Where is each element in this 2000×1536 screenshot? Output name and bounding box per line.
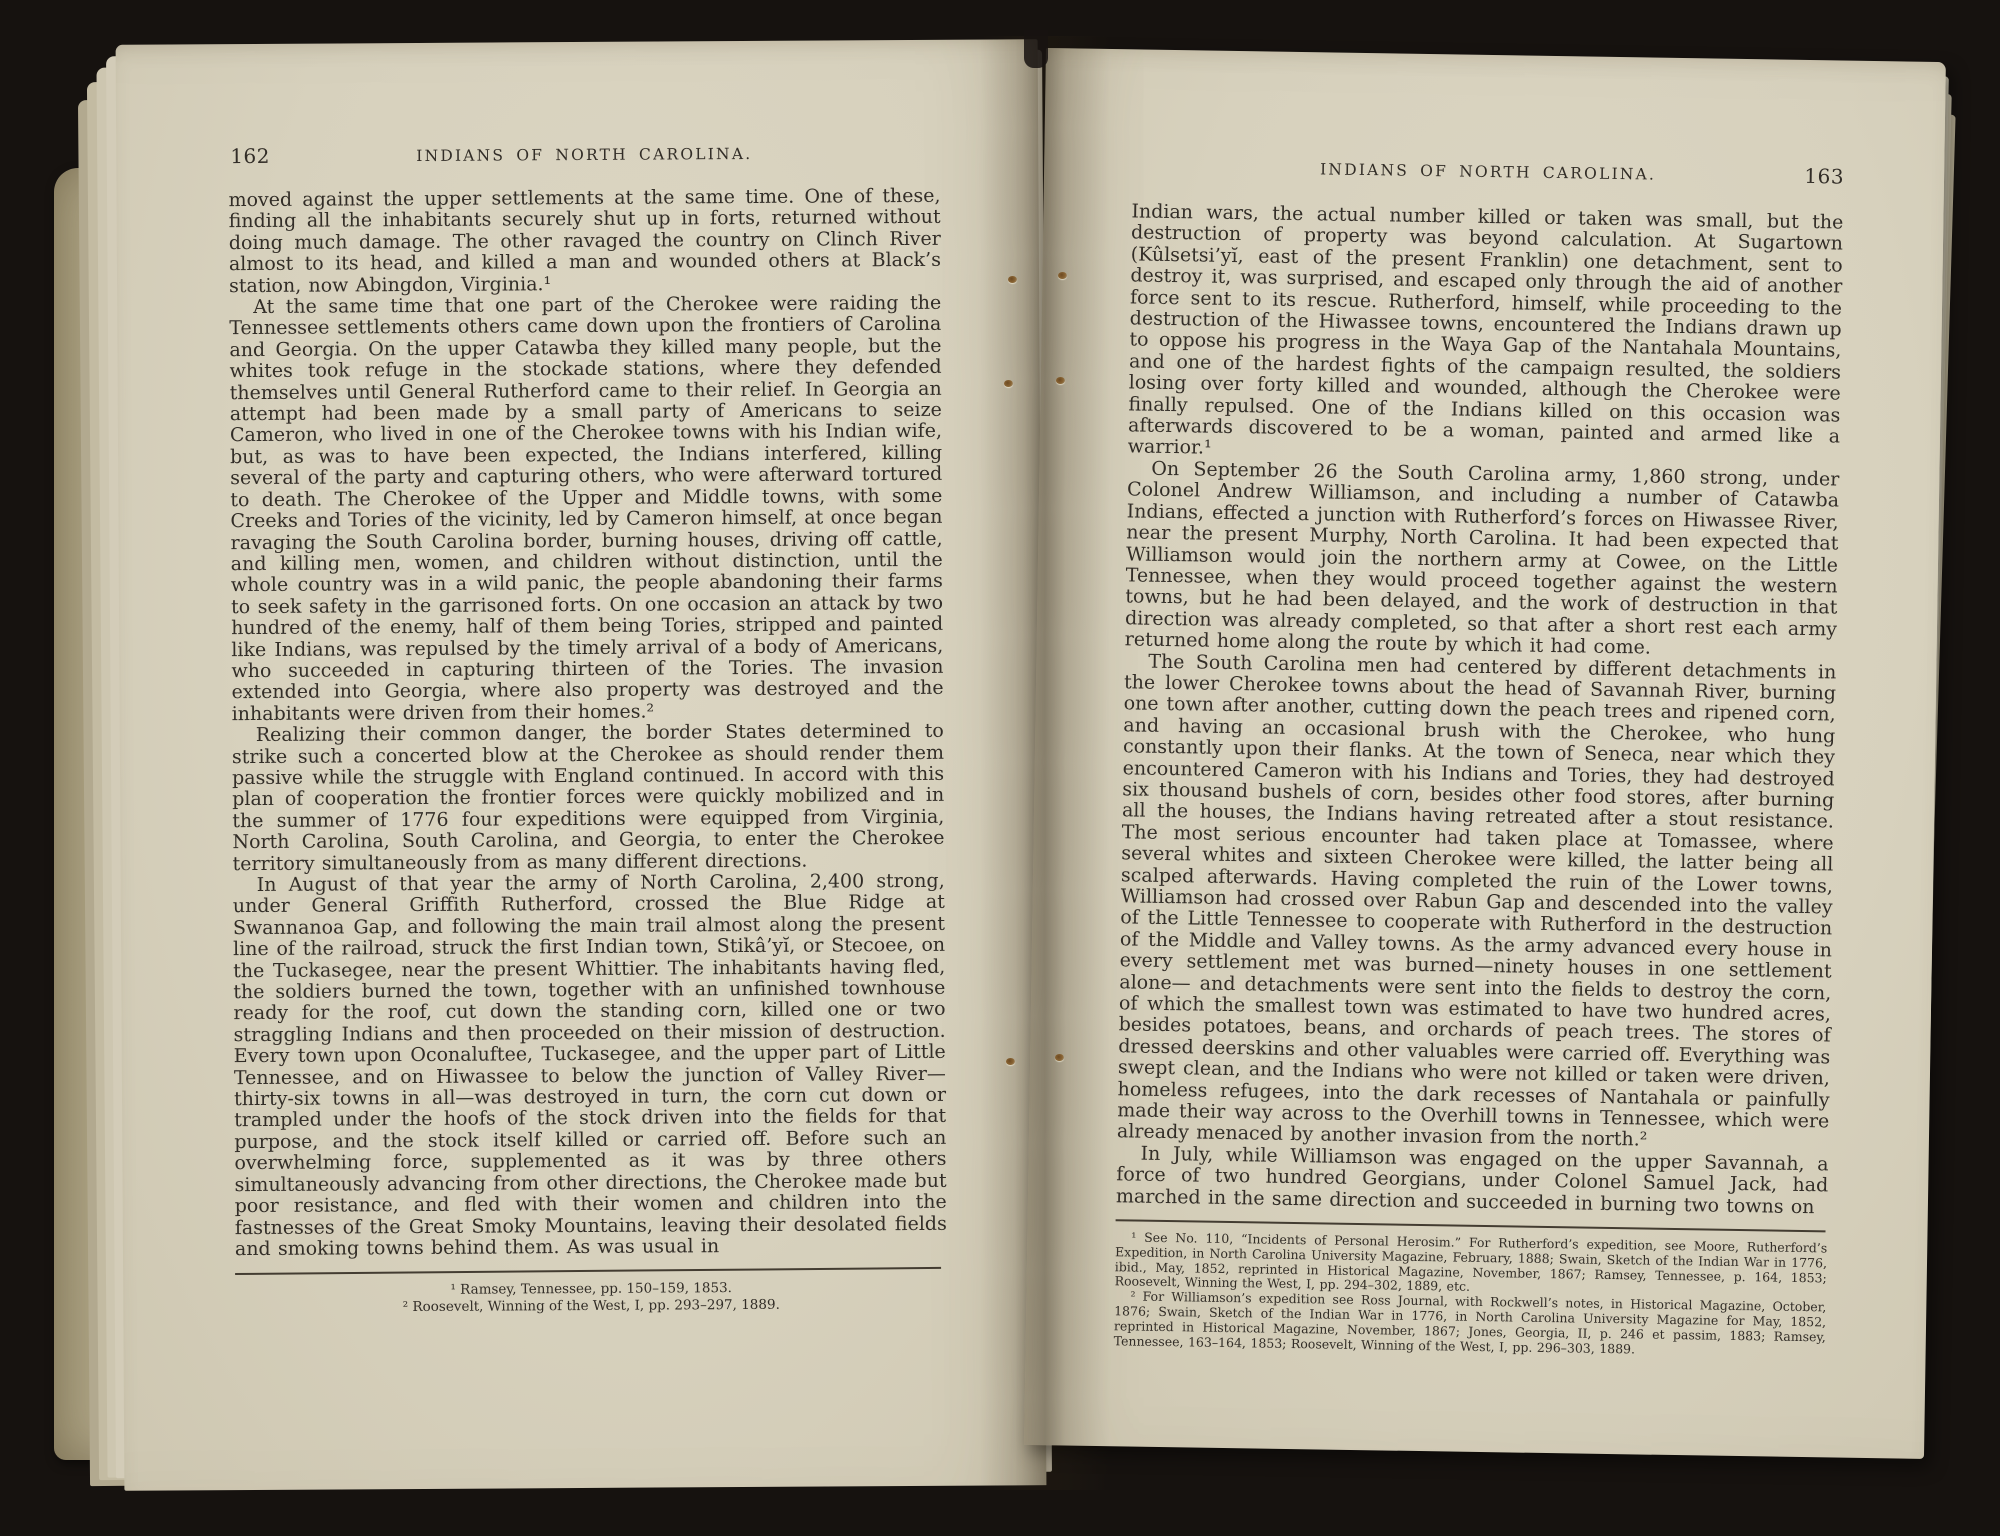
paragraph: At the same time that one part of the Cherokee were raiding the Tennessee settlements others came down upon the frontiers of Carolina and Georgia. On the upper Catawba they killed many people, but the whites took refuge in the stockade stations, where they defended themselves until General Rutherford came to their relief. In Georgia an attempt had been made by a small party of Americans to seize Cameron, who lived in one of the Cherokee towns with his Indian wife, but, as was to have been expected, the Indians interfered, killing several of the party and capturing others, who were afterward tortured to death. The Cherokee of the Upper and Middle towns, with some Creeks and Tories of the vicinity, led by Cameron himself, at once began ravaging the South Carolina border, burning houses, driving off cattle, and killing men, women, and children without distinction, until the whole country was in a wild panic, the people abandoning their farms to seek safety in the garrisoned forts. On one occasion an attack by two hundred of the enemy, half of them being Tories, stripped and painted like Indians, was repulsed by the timely arrival of a body of Americans, who succeeded in capturing thirteen of the Tories. The invasion extended into Georgia, where also property was destroyed and the inhabitants were driven from their homes.² [229, 291, 944, 725]
right-page-text-block [1114, 201, 1844, 1360]
paragraph: In July, while Williamson was engaged on the upper Savannah, a force of two hundred Georgians, under Colonel Samuel Jack, had marched in the same direction and succeeded in burning two towns on [1115, 1142, 1829, 1218]
footnote: ² For Williamson’s expedition see Ross Journal, with Rockwell’s notes, in Historical Magazine, October, 1876; Swain, Sketch of the Indian War in 1776, in North Carolina University Magazine for May, 1852, reprinted in Historical Magazine, November, 1867; Jones, Georgia, II, p. 246 et passim, 1883; Ramsey, Tennessee, 163–164, 1853; Roosevelt, Winning of the West, I, pp. 296–303, 1889. [1113, 1288, 1827, 1357]
paragraph: In August of that year the army of North Carolina, 2,400 strong, under General Griffith Rutherford, crossed the Blue Ridge at Swannanoa Gap, and following the main trail almost along the present line of the railroad, struck the first Indian town, Stikâ’yĭ, or Stecoee, on the Tuckasegee, near the present Whittier. The inhabitants having fled, the soldiers burned the town, together with an unfinished townhouse ready for the roof, cut down the standing corn, killed one or two straggling Indians and then proceeded on their mission of destruction. Every town upon Oconaluftee, Tuckasegee, and the upper part of Little Tennessee, and on Hiwassee to below the junction of Valley River—thirty-six towns in all—was destroyed in turn, the corn cut down or trampled under the hoofs of the stock driven into the fields for that purpose, and the stock itself killed or carried off. Before such an overwhelming force, supplemented as it was by three others simultaneously advancing from other directions, the Cherokee made but poor resistance, and fled with their women and children into the fastnesses of the Great Smoky Mountains, leaving their desolated fields and smoking towns behind them. As was usual in [232, 869, 947, 1261]
left-page-content [228, 40, 949, 1490]
page-number-left: 162 [230, 143, 271, 169]
body-text [1116, 201, 1844, 1218]
wormhole [1006, 1058, 1015, 1065]
running-header-left: INDIANS OF NORTH CAROLINA. [416, 144, 753, 165]
page-number-right: 163 [1804, 163, 1845, 189]
footnotes-left [235, 1279, 947, 1316]
running-header-right: INDIANS OF NORTH CAROLINA. [1319, 160, 1657, 184]
footnote-rule [235, 1267, 941, 1275]
left-page [116, 39, 1047, 1491]
paragraph: Realizing their common danger, the border States determined to strike such a concerted blow at the Cherokee as should render them passive while the struggle with England continued. In accord with this plan of cooperation the frontier forces were quickly mobilized and in the summer of 1776 four expeditions were equipped from Virginia, North Carolina, South Carolina, and Georgia, to enter the Cherokee territory simultaneously from as many different directions. [231, 719, 945, 875]
paragraph: On September 26 the South Carolina army, 1,860 strong, under Colonel Andrew Williamson, and including a number of Catawba Indians, effected a junction with Rutherford’s forces on Hiwassee River, near the present Murphy, North Carolina. It had been expected that Williamson would join the northern army at Cowee, on the Little Tennessee, when they would proceed together against the western towns, but he had been delayed, and the work of destruction in that direction was already completed, so that after a short rest each army returned home along the route by which it had come. [1124, 457, 1840, 659]
wormhole [1055, 1054, 1064, 1061]
spine-top-notch [1024, 30, 1048, 68]
footnote: ¹ See No. 110, “Incidents of Personal Herosim.” For Rutherford’s expedition, see Moore, Rutherford’s Expedition, in North Carolina University Magazine, February, 1888; Swain, Sketch of the Indian War in 1776, ibid., May, 1852, reprinted in Historical Magazine, November, 1867; Ramsey, Tennessee, p. 164, 1853; Roosevelt, Winning the West, I, pp. 294–302, 1889, etc. [1114, 1229, 1828, 1295]
footnote: ² Roosevelt, Winning of the West, I, pp. 293–297, 1889. [402, 1296, 780, 1315]
paragraph: moved against the upper settlements at the same time. One of these, finding all the inhabitants securely shut up in forts, returned without doing much damage. The other ravaged the country on Clinch River almost to its head, and killed a man and wounded others at Black’s station, now Abingdon, Virginia.¹ [228, 184, 941, 297]
wormhole [1008, 276, 1017, 283]
wormhole [1004, 380, 1013, 387]
body-text [228, 186, 947, 1261]
left-page-text-block [228, 186, 947, 1317]
wormhole [1056, 377, 1065, 384]
right-page [1024, 48, 1946, 1459]
paragraph: The South Carolina men had centered by different detachments in the lower Cherokee towns about the head of Savannah River, burning one town after another, cutting down the peach trees and ripened corn, and having an occasional brush with the Cherokee, who hung constantly upon their flanks. At the town of Seneca, near which they encountered Cameron with his Indians and Tories, they had destroyed six thousand bushels of corn, besides other food stores, after burning all the houses, the Indians having retreated after a stout resistance. The most serious encounter had taken place at Tomassee, where several whites and sixteen Cherokee were killed, the latter being all scalped afterwards. Having completed the ruin of the Lower towns, Williamson had crossed over Rabun Gap and descended into the valley of the Little Tennessee to cooperate with Rutherford in the destruction of the Middle and Valley towns. As the army advanced every house in every settlement met was burned—ninety houses in one settlement alone— and detachments were sent into the fields to destroy the corn, of which the smallest town was estimated to have two hundred acres, besides potatoes, beans, and orchards of peach trees. The stores of dressed deerskins and other valuables were carried off. Everything was swept clean, and the Indians who were not killed or taken were driven, homeless refugees, into the dark recesses of Nantahala or painfully made their way across to the Overhill towns in Tennessee, which were already menaced by another invasion from the north.² [1116, 650, 1837, 1152]
footnotes-right [1114, 1230, 1828, 1360]
wormhole [1058, 272, 1067, 279]
right-page-content [1112, 49, 1846, 1457]
footnote: ¹ Ramsey, Tennessee, pp. 150–159, 1853. [450, 1280, 732, 1299]
paragraph: Indian wars, the actual number killed or taken was small, but the destruction of property was beyond calculation. At Sugartown (Kûlsetsi’yĭ, east of the present Franklin) one detachment, sent to destroy it, was surprised, and escaped only through the aid of another force sent to its rescue. Rutherford, himself, while proceeding to the destruction of the Hiwassee towns, encountered the Indians drawn up to oppose his progress in the Waya Gap of the Nantahala Mountains, and one of the hardest fights of the campaign resulted, the soldiers losing over forty killed and wounded, although the Cherokee were finally repulsed. One of the Indians killed on this occasion was afterwards discovered to be a woman, painted and armed like a warrior.¹ [1127, 200, 1844, 460]
